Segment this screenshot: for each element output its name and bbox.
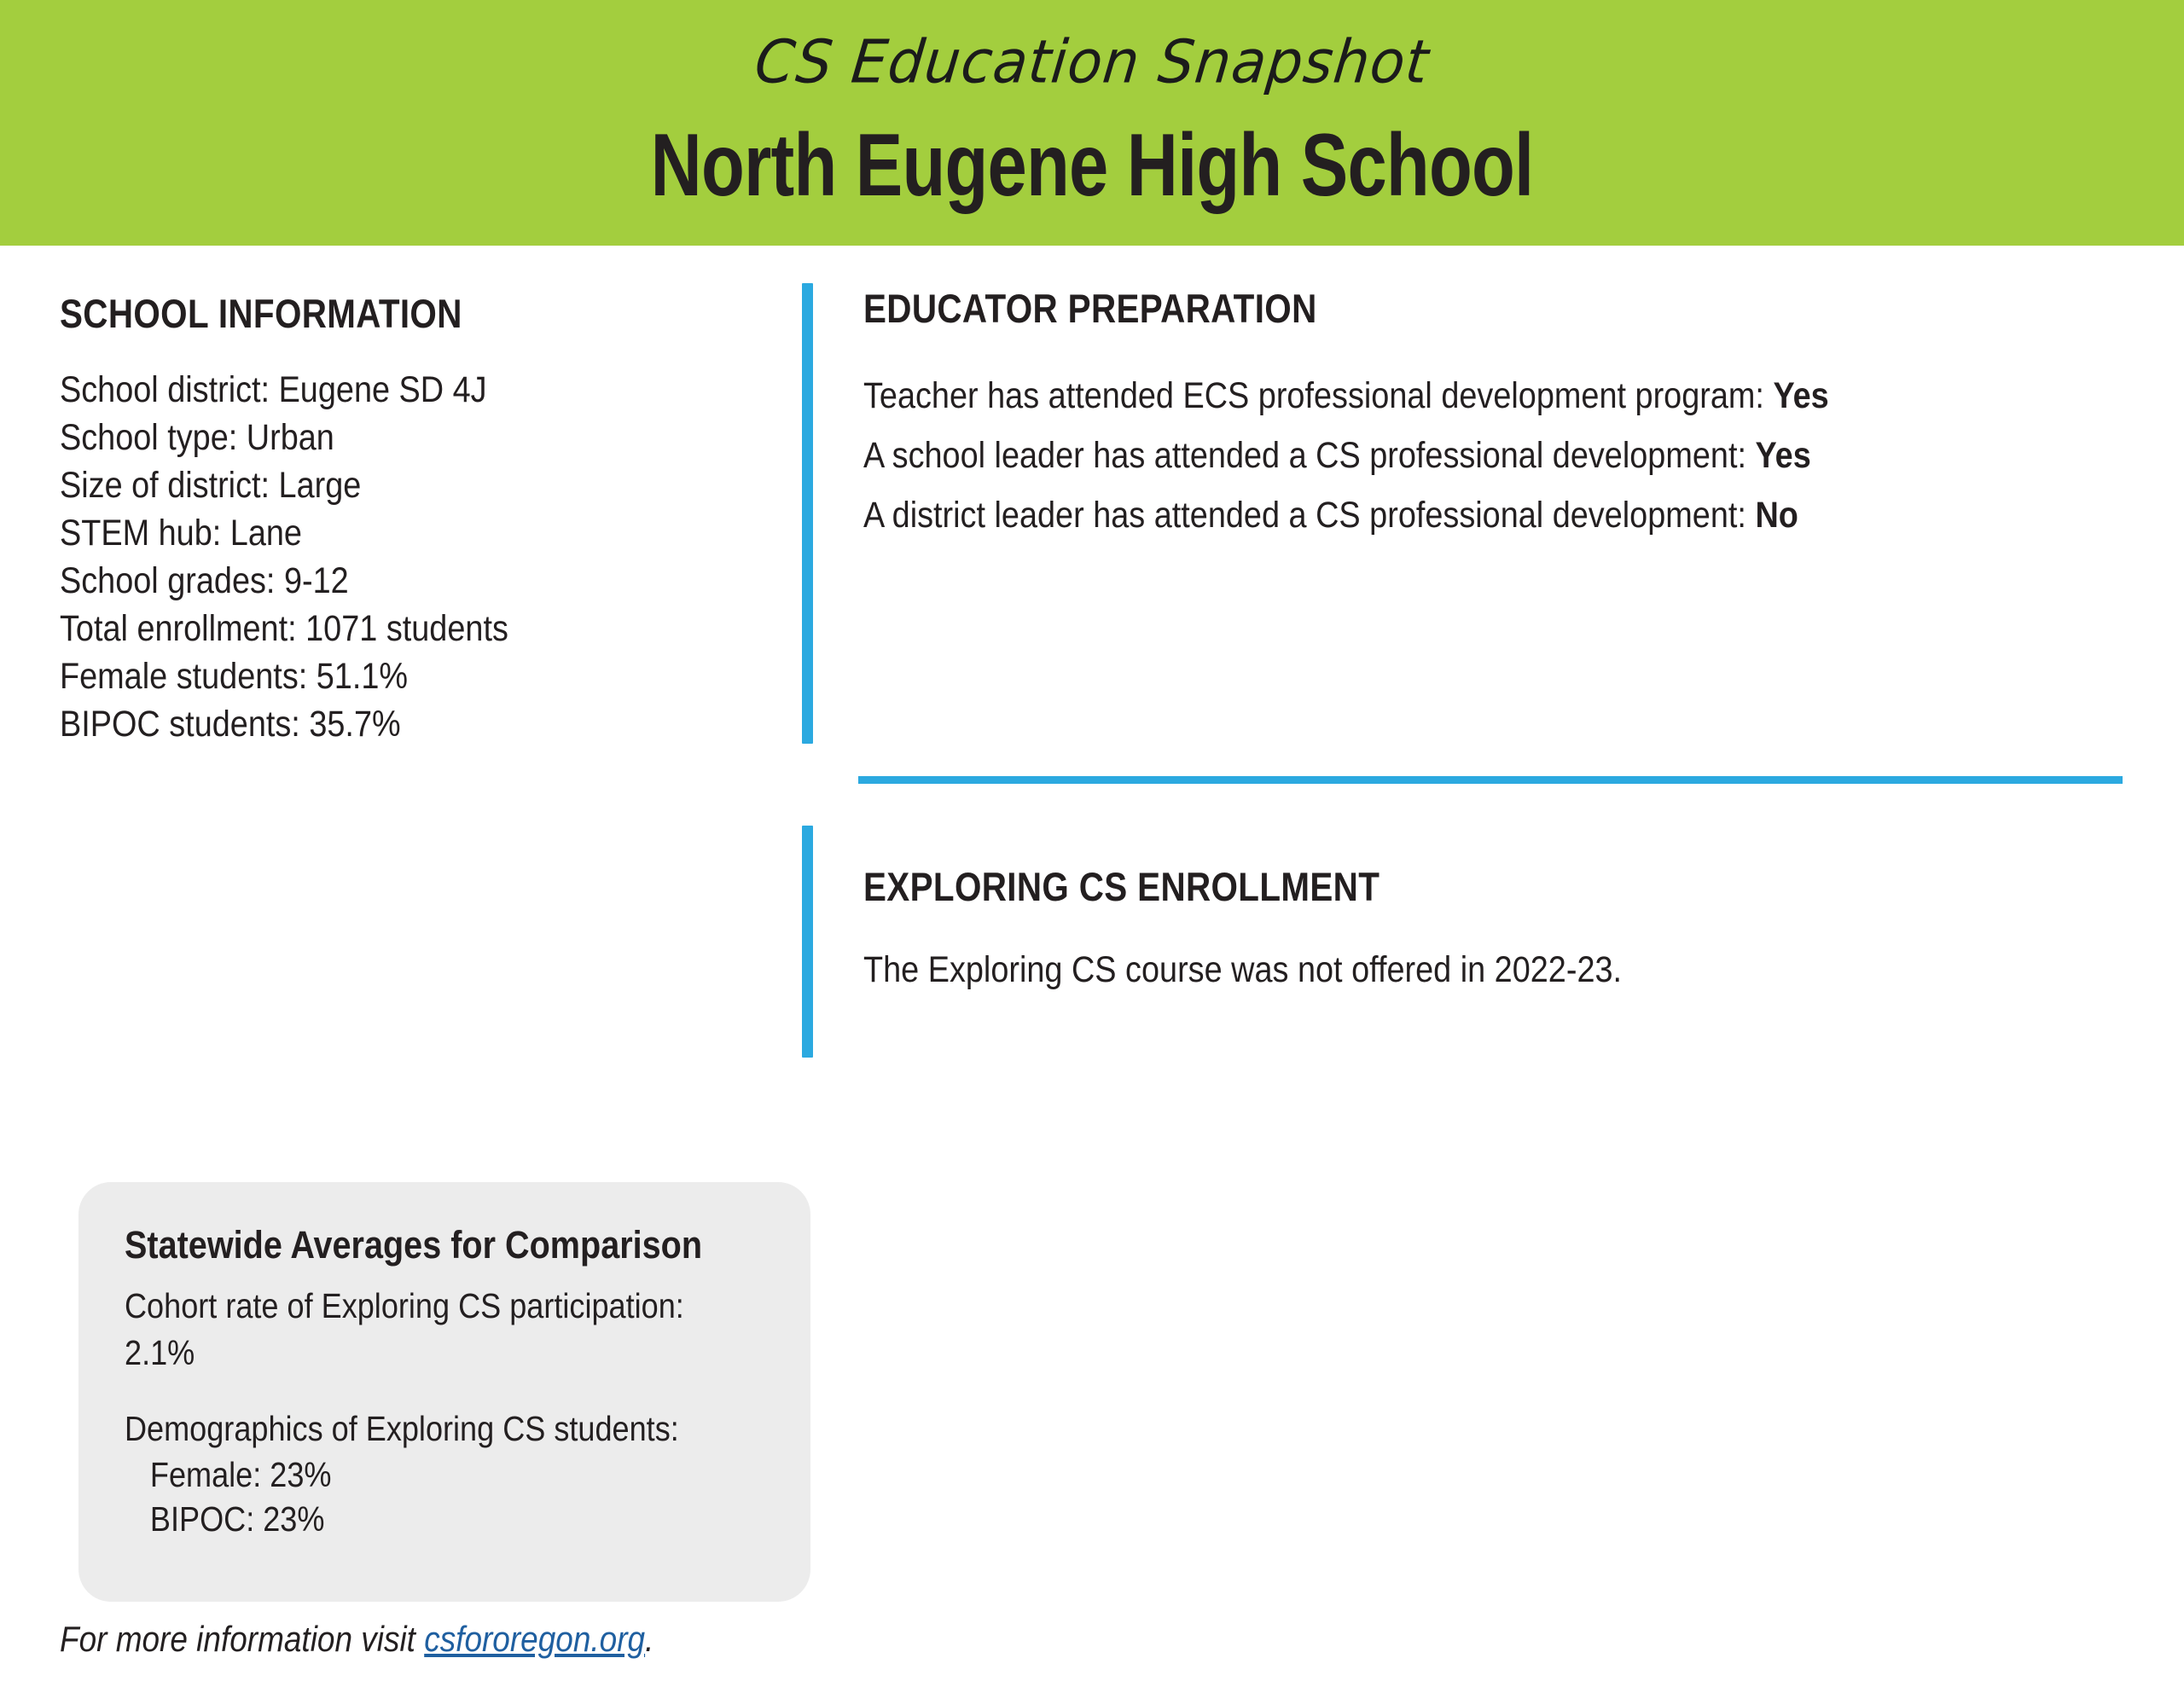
school-info-line-female: Female students: 51.1%: [60, 656, 409, 697]
header-band: [0, 0, 2184, 246]
educator-prep-answer-teacher: Yes: [1773, 375, 1829, 416]
section-divider: [858, 776, 2123, 784]
exploring-cs-enrollment-section: [863, 863, 2160, 994]
school-info-line-bipoc: BIPOC students: 35.7%: [60, 704, 401, 745]
school-info-line-type: School type: Urban: [60, 417, 334, 458]
school-info-line-enrollment: Total enrollment: 1071 students: [60, 608, 508, 649]
school-information-heading: SCHOOL INFORMATION: [60, 291, 462, 336]
school-info-line-size: Size of district: Large: [60, 465, 362, 506]
exploring-cs-enrollment-heading: EXPLORING CS ENROLLMENT: [863, 864, 1380, 909]
card-spacer: [125, 1377, 764, 1406]
educator-prep-answer-district-leader: No: [1755, 495, 1798, 536]
educator-preparation-heading: EDUCATOR PREPARATION: [863, 286, 1317, 331]
exploring-cs-accent-bar: [802, 826, 813, 1058]
educator-prep-row-district-leader: [863, 485, 2005, 545]
header-subtitle: CS Education Snapshot: [752, 26, 1432, 97]
educator-prep-row-school-leader: [863, 426, 2005, 485]
educator-prep-label-teacher: Teacher has attended ECS professional development program:: [863, 375, 1764, 416]
educator-prep-answer-school-leader: Yes: [1755, 435, 1811, 476]
statewide-demographics-label: Demographics of Exploring CS students:: [125, 1409, 679, 1448]
footer-note: [60, 1619, 653, 1660]
footer-suffix: .: [645, 1619, 654, 1659]
statewide-averages-title: Statewide Averages for Comparison: [125, 1223, 703, 1267]
statewide-demographics-bipoc: BIPOC: 23%: [149, 1499, 325, 1539]
educator-preparation-accent-bar: [802, 283, 813, 744]
school-information-section: [60, 290, 759, 748]
statewide-cohort-rate-text: Cohort rate of Exploring CS participation: 2.1%: [125, 1286, 684, 1372]
footer-prefix: For more information visit: [60, 1619, 425, 1659]
educator-prep-label-district-leader: A district leader has attended a CS professional development:: [863, 495, 1746, 536]
exploring-cs-enrollment-body: The Exploring CS course was not offered in 2022-23.: [863, 949, 1623, 990]
educator-prep-row-teacher: [863, 366, 2005, 426]
csfororegon-link[interactable]: csfororegon.org: [424, 1619, 646, 1659]
school-info-line-stem-hub: STEM hub: Lane: [60, 513, 302, 554]
school-info-line-district: School district: Eugene SD 4J: [60, 369, 487, 410]
statewide-demographics-female: Female: 23%: [149, 1455, 332, 1494]
page-title: North Eugene High School: [650, 116, 1534, 215]
educator-preparation-section: [863, 285, 2160, 545]
educator-prep-label-school-leader: A school leader has attended a CS professional development:: [863, 435, 1746, 476]
statewide-averages-card: [78, 1182, 810, 1602]
school-info-line-grades: School grades: 9-12: [60, 560, 349, 601]
